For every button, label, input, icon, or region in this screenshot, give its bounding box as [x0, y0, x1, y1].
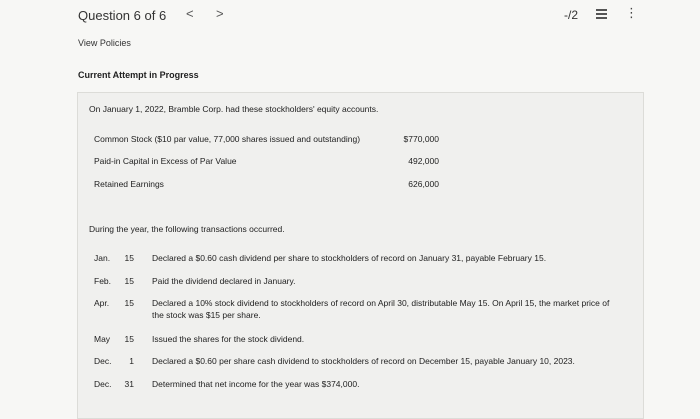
transaction-text: Declared a 10% stock dividend to stockholders of record on April 30, distributable May 15. On April 15, the market price of the stock was $15 per share. [152, 298, 610, 320]
transaction-day: 15 [124, 253, 134, 263]
transaction-text: Declared a $0.60 per share cash dividend to stockholders of record on December 15, payable January 10, 2023. [152, 356, 575, 366]
transaction-text: Issued the shares for the stock dividend. [152, 334, 305, 344]
transaction-text: Declared a $0.60 cash dividend per share to stockholders of record on January 31, payable February 15. [152, 253, 547, 263]
question-header [0, 0, 700, 34]
account-amount: $770,000 [403, 134, 439, 144]
account-name: Common Stock ($10 par value, 77,000 shares issued and outstanding) [94, 134, 361, 144]
next-question-button[interactable]: > [216, 6, 224, 21]
view-policies-link[interactable]: View Policies [78, 38, 131, 48]
list-icon[interactable] [596, 9, 607, 20]
transaction-day: 15 [124, 276, 134, 286]
more-vertical-icon[interactable]: ⋮ [625, 5, 638, 20]
transaction-day: 15 [124, 298, 134, 308]
transaction-month: Dec. [94, 356, 112, 366]
previous-question-button[interactable]: < [186, 6, 194, 21]
problem-intro: On January 1, 2022, Bramble Corp. had these stockholders' equity accounts. [89, 104, 379, 114]
account-amount: 492,000 [408, 156, 439, 166]
account-name: Retained Earnings [94, 179, 164, 189]
attempt-title: Current Attempt in Progress [78, 70, 199, 80]
transaction-day: 31 [124, 379, 134, 389]
question-score: -/2 [563, 8, 578, 22]
question-counter: Question 6 of 6 [78, 8, 167, 23]
account-name: Paid-in Capital in Excess of Par Value [94, 156, 237, 166]
transactions-intro: During the year, the following transactions occurred. [89, 224, 285, 234]
transaction-month: Apr. [94, 298, 110, 308]
transaction-month: Feb. [94, 276, 112, 286]
account-amount: 626,000 [408, 179, 439, 189]
transaction-day: 1 [129, 356, 134, 366]
transaction-month: Dec. [94, 379, 112, 389]
problem-panel [77, 92, 644, 419]
transaction-day: 15 [124, 334, 134, 344]
transaction-month: May [94, 334, 111, 344]
transaction-text: Paid the dividend declared in January. [152, 276, 296, 286]
transaction-month: Jan. [94, 253, 111, 263]
transaction-text: Determined that net income for the year was $374,000. [152, 379, 360, 389]
